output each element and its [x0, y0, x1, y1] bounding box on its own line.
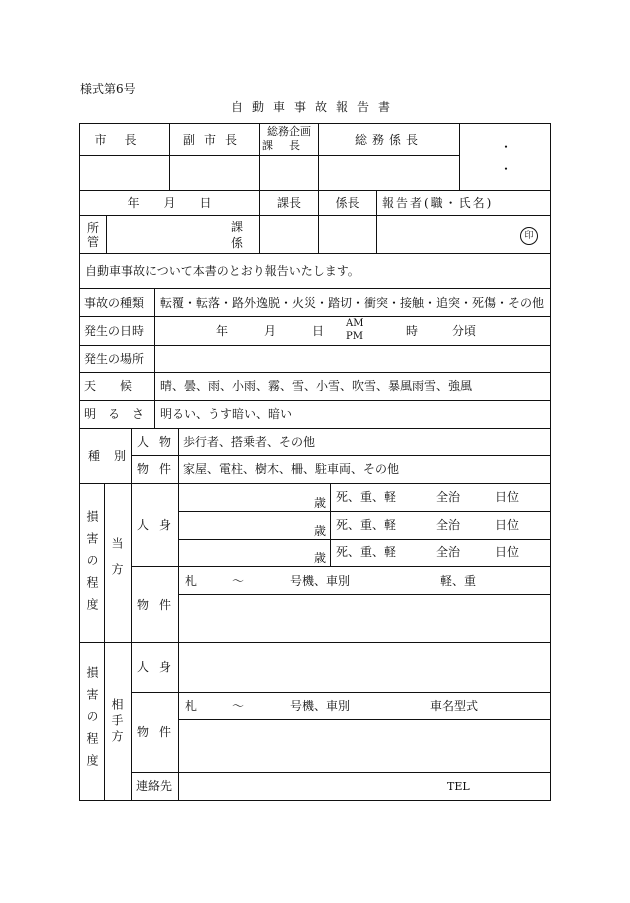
own-recovery-2: 全治 [436, 518, 461, 532]
kakari-label: 係 [231, 236, 244, 250]
own-days-1: 日位 [495, 490, 520, 504]
gm-label-line2: 課長 [262, 139, 316, 152]
weather-label: 天 候 [84, 379, 133, 393]
damage-own-label: 損害の程度 [85, 510, 99, 620]
kind-object-options: 家屋、電柱、樹木、柵、駐車両、その他 [183, 462, 400, 476]
mayor-label: 市長 [94, 133, 155, 147]
accident-type-label: 事故の種類 [84, 296, 145, 310]
own-recovery-1: 全治 [436, 490, 461, 504]
jurisdiction-label-bottom: 管 [86, 235, 99, 249]
other-tilde: 〜 [232, 699, 245, 713]
approval-dot-top: ・ [500, 140, 513, 154]
own-age-2: 歳 [314, 524, 327, 538]
damage-own-party: 当方 [110, 537, 124, 589]
kind-label: 種別 [88, 449, 141, 463]
light-label: 明 る さ [84, 407, 145, 421]
light-options: 明るい、うす暗い、暗い [160, 407, 293, 421]
damage-other-party: 相手方 [110, 698, 124, 746]
jurisdiction-label-top: 所 [86, 221, 99, 235]
own-severity-1: 死、重、軽 [336, 490, 397, 504]
statement-text: 自動車事故について本書のとおり報告いたします。 [85, 264, 360, 278]
datetime-ymd: 年 月 日 [216, 324, 325, 338]
other-property-label: 物件 [137, 725, 182, 739]
own-age-3: 歳 [314, 551, 327, 565]
own-unit-type: 号機、車別 [290, 574, 351, 588]
seal-icon: 印 [520, 227, 538, 245]
own-body-label: 人身 [137, 518, 182, 532]
kind-person-label: 人物 [137, 435, 182, 449]
other-model-label: 車名型式 [430, 699, 479, 713]
approval-dot-bottom: ・ [500, 162, 513, 176]
own-plate-label: 札 [185, 574, 198, 588]
vice-mayor-label: 副市長 [182, 133, 246, 147]
contact-label: 連絡先 [136, 779, 173, 793]
pm-label: PM [346, 331, 363, 342]
own-days-2: 日位 [495, 518, 520, 532]
tel-label: TEL [447, 780, 470, 793]
kind-object-label: 物件 [137, 462, 182, 476]
own-recovery-3: 全治 [436, 545, 461, 559]
own-property-label: 物件 [137, 598, 182, 612]
own-age-1: 歳 [314, 496, 327, 510]
minute-label: 分頃 [452, 324, 477, 338]
reporter-label: 報告者(職・氏名) [382, 196, 494, 210]
own-severity-3: 死、重、軽 [336, 545, 397, 559]
report-date: 年 月 日 [127, 196, 212, 210]
other-body-label: 人身 [137, 660, 182, 674]
own-tilde: 〜 [232, 574, 245, 588]
accident-type-options: 転覆・転落・路外逸脱・火災・踏切・衝突・接触・追突・死傷・その他 [160, 296, 545, 310]
gm-label-line1: 総務企画 [267, 125, 311, 138]
own-days-3: 日位 [495, 545, 520, 559]
own-severity-2: 死、重、軽 [336, 518, 397, 532]
datetime-label: 発生の日時 [84, 324, 145, 338]
ka-label: 課 [231, 220, 244, 234]
place-label: 発生の場所 [84, 352, 145, 366]
hour-label: 時 [406, 324, 419, 338]
sub-chief-label: 係長 [335, 196, 360, 210]
own-light-heavy: 軽、重 [440, 574, 477, 588]
other-plate-label: 札 [185, 699, 198, 713]
form-number: 様式第6号 [80, 82, 136, 96]
damage-other-label: 損害の程度 [85, 666, 99, 776]
weather-options: 晴、曇、雨、小雨、霧、雪、小雪、吹雪、暴風雨雪、強風 [160, 379, 473, 393]
general-chief-label: 総務係長 [354, 133, 423, 147]
kind-person-options: 歩行者、搭乗者、その他 [183, 435, 316, 449]
page-title: 自動車事故報告書 [230, 100, 399, 114]
other-unit-type: 号機、車別 [290, 699, 351, 713]
am-label: AM [346, 318, 364, 329]
section-chief-label: 課長 [276, 196, 301, 210]
